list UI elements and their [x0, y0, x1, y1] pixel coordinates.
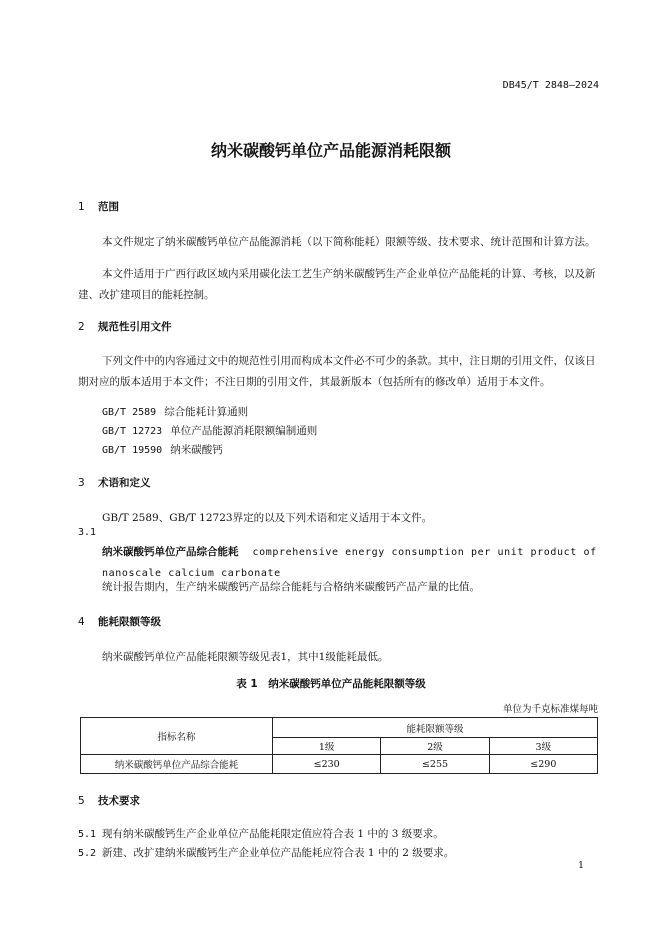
term-entry [102, 542, 600, 584]
table-caption: 表 1 纳米碳酸钙单位产品能耗限额等级 [236, 678, 426, 690]
section-title: 能耗限额等级 [98, 616, 161, 628]
section-2-heading [78, 319, 172, 334]
header-indicator: 指标名称 [81, 718, 273, 755]
standard-number: DB45/T 2848—2024 [502, 80, 599, 91]
header-grade-3: 3级 [489, 738, 597, 755]
table-row [81, 755, 598, 774]
section-3-heading [78, 475, 151, 490]
section-4-paragraph: 纳米碳酸钙单位产品能耗限额等级见表1，其中1级能耗最低。 [102, 651, 389, 663]
section-number: 1 [78, 201, 85, 213]
section-title: 技术要求 [98, 795, 140, 807]
table-unit: 单位为千克标准煤每吨 [502, 704, 598, 715]
section-4-heading [78, 614, 161, 629]
reference-code: GB/T 2589 [102, 407, 157, 418]
document-title: 纳米碳酸钙单位产品能源消耗限额 [210, 141, 451, 160]
section-1-paragraph-1: 本文件规定了纳米碳酸钙单位产品能源消耗（以下简称能耗）限额等级、技术要求、统计范围和计算方法。 [102, 236, 596, 248]
value-grade-1: ≤230 [273, 755, 381, 774]
header-grade-2: 2级 [381, 738, 489, 755]
reference-title: 纳米碳酸钙 [170, 444, 223, 456]
header-grade-1: 1级 [273, 738, 381, 755]
section-number: 3 [78, 477, 85, 489]
page-number: 1 [577, 860, 584, 871]
clause-text: 新建、改扩建纳米碳酸钙生产企业单位产品能耗应符合表 1 中的 2 级要求。 [102, 847, 455, 859]
clause-number: 5.2 [78, 848, 97, 859]
reference-item [102, 442, 223, 457]
header-grade-group: 能耗限额等级 [273, 718, 598, 738]
row-indicator-name: 纳米碳酸钙单位产品综合能耗 [81, 755, 273, 774]
value-grade-2: ≤255 [381, 755, 489, 774]
section-title: 术语和定义 [98, 477, 151, 489]
clause-item [78, 826, 444, 841]
section-title: 规范性引用文件 [98, 321, 172, 333]
section-5-heading [78, 793, 140, 808]
reference-code: GB/T 12723 [102, 426, 163, 437]
section-number: 2 [78, 321, 85, 333]
section-2-paragraph: 下列文件中的内容通过文中的规范性引用而构成本文件必不可少的条款。其中，注日期的引用文件，仅该日期对应的版本适用于本文件；不注日期的引用文件，其最新版本（包括所有的修改单）适用于本文件。 [78, 355, 596, 388]
reference-item [102, 423, 317, 438]
clause-number: 5.1 [78, 829, 97, 840]
reference-code: GB/T 19590 [102, 445, 163, 456]
section-1-heading [78, 199, 119, 214]
term-chinese: 纳米碳酸钙单位产品综合能耗 [102, 546, 239, 558]
section-number: 5 [78, 795, 85, 807]
reference-title: 综合能耗计算通则 [164, 406, 249, 418]
term-definition: 统计报告期内，生产纳米碳酸钙产品综合能耗与合格纳米碳酸钙产品产量的比值。 [102, 581, 480, 593]
reference-item [102, 404, 248, 419]
reference-title: 单位产品能源消耗限额编制通则 [170, 425, 318, 437]
section-title: 范围 [98, 201, 119, 213]
term-english: comprehensive energy consumption per unit product of nanoscale calcium carbonate [102, 547, 597, 579]
energy-limit-table [80, 717, 598, 774]
value-grade-3: ≤290 [489, 755, 597, 774]
term-number: 3.1 [78, 527, 97, 538]
clause-item [78, 845, 454, 860]
section-1-paragraph-2: 本文件适用于广西行政区域内采用碳化法工艺生产纳米碳酸钙生产企业单位产品能耗的计算、考核，以及新建、改扩建项目的能耗控制。 [78, 268, 596, 301]
section-number: 4 [78, 616, 85, 628]
section-3-intro: GB/T 2589、GB/T 12723界定的以及下列术语和定义适用于本文件。 [102, 512, 433, 524]
clause-text: 现有纳米碳酸钙生产企业单位产品能耗限定值应符合表 1 中的 3 级要求。 [102, 828, 444, 840]
